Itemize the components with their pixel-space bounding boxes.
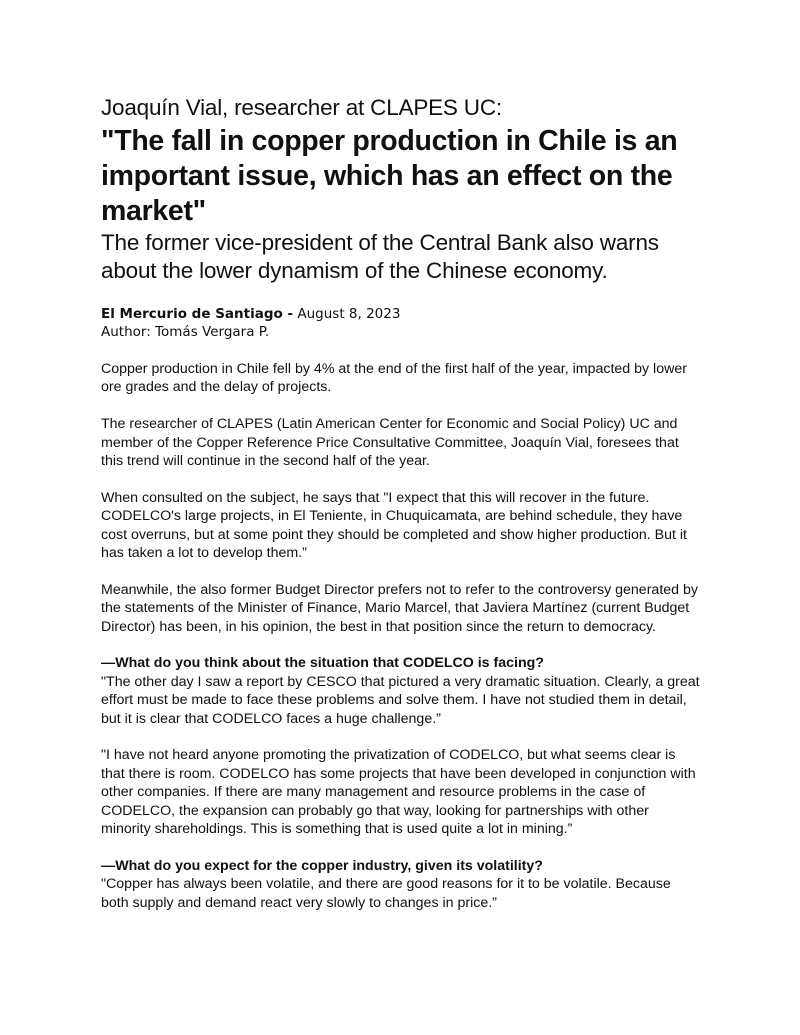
article-author: Author: Tomás Vergara P.	[101, 324, 270, 340]
article-date: August 8, 2023	[293, 306, 401, 322]
source-line	[101, 305, 701, 323]
answer: "The other day I saw a report by CESCO that pictured a very dramatic situation. Clearly, a great effort must be made to face these problems and solve them. I have not studied them in detail, but it is clear that CODELCO faces a huge challenge.”	[101, 673, 700, 727]
article-deck: The former vice-president of the Central Bank also warns about the lower dynamism of the Chinese economy.	[101, 230, 659, 283]
interview-question-2	[101, 857, 701, 912]
answer: "Copper has always been volatile, and there are good reasons for it to be volatile. Because both supply and demand react very slowly to changes in price.”	[101, 876, 671, 911]
article-body	[101, 360, 701, 912]
paragraph: Meanwhile, the also former Budget Director prefers not to refer to the controversy generated by the statements of the Minister of Finance, Mario Marcel, that Javiera Martínez (current Budget Director) has been, in his opinion, the best in that position since the return to democracy.	[101, 581, 698, 635]
paragraph: The researcher of CLAPES (Latin American Center for Economic and Social Policy) UC and member of the Copper Reference Price Consultative Committee, Joaquín Vial, foresees that this trend will continue in the second half of the year.	[101, 416, 679, 470]
question: —What do you think about the situation that CODELCO is facing?	[101, 655, 544, 672]
question: —What do you expect for the copper industry, given its volatility?	[101, 857, 543, 874]
paragraph: Copper production in Chile fell by 4% at the end of the first half of the year, impacted by lower ore grades and the delay of projects.	[101, 361, 687, 396]
paragraph: When consulted on the subject, he says that "I expect that this will recover in the future. CODELCO's large projects, in El Teniente, in Chuquicamata, are behind schedule, they have cost overruns, but at some point they should be completed and show higher production. But it has taken a lot to develop them.”	[101, 489, 687, 562]
article-headline: "The fall in copper production in Chile is an important issue, which has an effect on the market"	[101, 125, 678, 227]
article-source: El Mercurio de Santiago -	[101, 306, 294, 322]
article-kicker: Joaquín Vial, researcher at CLAPES UC:	[101, 95, 502, 120]
interview-question-1	[101, 654, 701, 728]
article	[101, 94, 701, 930]
paragraph: "I have not heard anyone promoting the privatization of CODELCO, but what seems clear is that there is room. CODELCO has some projects that have been developed in conjunction with other companies. If there are many management and resource problems in the case of CODELCO, the expansion can probably go that way, looking for partnerships with other minority shareholdings. This is something that is used quite a lot in mining.”	[101, 747, 696, 838]
article-meta	[101, 305, 701, 341]
